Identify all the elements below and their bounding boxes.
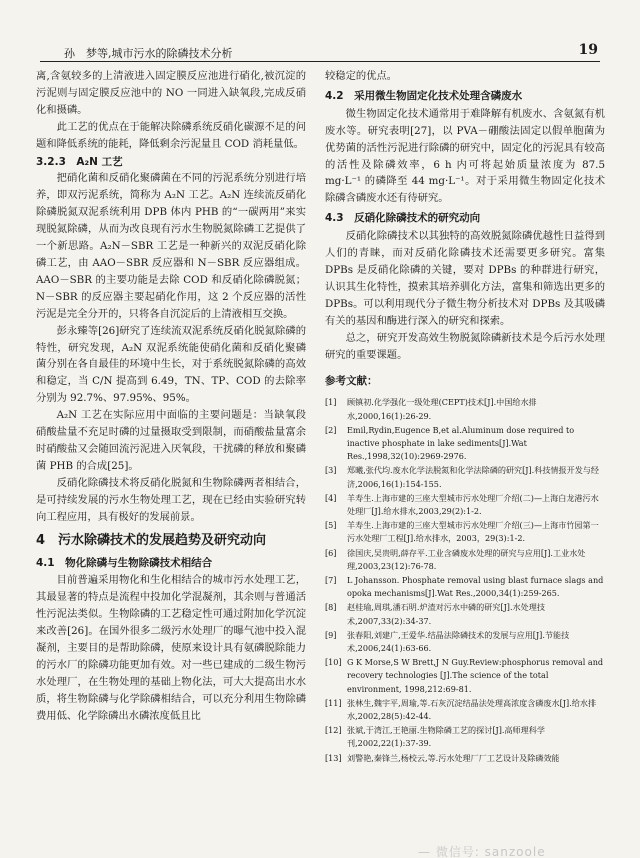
reference-item <box>325 519 605 545</box>
reference-item <box>325 656 605 696</box>
section-heading-4: 4 污水除磷技术的发展趋势及研究动向 <box>36 533 267 549</box>
reference-number: [1] <box>325 397 337 408</box>
reference-item <box>325 424 605 464</box>
paragraph: 微生物固定化技术通常用于难降解有机废水、含氨氮有机废水等。研究表明[27]，以 PVA－硼酸法固定以假单胞菌为优势菌的活性污泥进行除磷的研究中，固定化的污泥具有较高的活性及除磷效率，6 h 内可将起始质量浓度为 87.5 mg·L⁻¹ 的磷降至 44 mg·L⁻¹。对于采用微生物固定化技术除磷含磷废水还有待研究。 <box>325 107 605 205</box>
reference-item <box>325 547 605 573</box>
reference-item <box>325 752 605 765</box>
page-number: 19 <box>578 42 598 58</box>
reference-item <box>325 574 605 600</box>
watermark-text: — 微信号: sanzoole <box>418 845 546 858</box>
reference-text: 羊寿生.上海市建的三座大型城市污水处理厂介绍(二)—上海白龙港污水处理厂[J].给水排水,2003,29(2):1-2. <box>347 492 599 516</box>
reference-number: [10] <box>325 657 342 668</box>
running-header <box>40 40 600 62</box>
reference-number: [3] <box>325 465 337 476</box>
reference-text: 羊寿生.上海市建的三座大型城市污水处理厂介绍(三)—上海市竹园第一污水处理厂工程[J].给水排水，2003，29(3):1-2. <box>347 520 599 544</box>
reference-item <box>325 724 605 750</box>
paragraph: 离,含氨较多的上清液进入固定膜反应池进行硝化,被沉淀的污泥则与固定膜反应池中的 NO 一同进入缺氧段,完成反硝化和摄磷。 <box>36 70 306 116</box>
reference-item <box>325 492 605 518</box>
reference-item <box>325 697 605 723</box>
section-heading-4-2: 4.2 采用微生物固定化技术处理含磷废水 <box>325 89 523 102</box>
paragraph: 彭永臻等[26]研究了连续流双泥系统反硝化脱氮除磷的特性，研究发现，A₂N 双泥系统能使硝化菌和反硝化聚磷菌分别在各自最佳的环境中生长，对于系统脱氮除磷的高效和稳定，当 C/N 提高到 6.49，TN、TP、COD 的去除率分别为 92.7%、97.95%、95%。 <box>36 324 306 405</box>
reference-list <box>325 396 605 764</box>
reference-item <box>325 396 605 422</box>
reference-text: Emil,Rydin,Eugence B,et al.Aluminum dose required to inactive phosphate in lake sediments[J].Wat Res.,1998,32(10):2969-2976. <box>347 424 575 462</box>
paragraph: 反硝化除磷技术将反硝化脱氮和生物除磷两者相结合，是可持续发展的污水生物处理工艺，现在已经由实验研究转向工程应用，具有极好的发展前景。 <box>36 476 306 523</box>
paragraph: 此工艺的优点在于能解决除磷系统反硝化碳源不足的问题和降低系统的能耗，降低剩余污泥量且 COD 消耗量低。 <box>36 120 306 150</box>
references-heading: 参考文献： <box>325 375 378 388</box>
reference-item <box>325 601 605 627</box>
section-heading-3-2-3: 3.2.3 A₂N 工艺 <box>36 155 123 168</box>
reference-number: [11] <box>325 697 342 708</box>
header-author-title: 孙 梦等,城市污水的除磷技术分析 <box>64 47 233 60</box>
reference-item <box>325 629 605 655</box>
paragraph: 反硝化除磷技术以其独特的高效脱氮除磷优越性日益得到人们的青睐，而对反硝化除磷技术还需要更多研究。富集 DPBs 是反硝化除磷的关键，要对 DPBs 的种群进行研究，认识其生化特性，摸索其培养驯化方法，富集和筛选出更多的 DPBs。可以利用现代分子微生物分析技术对 DPBs 及其吸磷有关的基因和酶进行深入的研究和探索。 <box>325 230 605 327</box>
reference-number: [7] <box>325 574 337 585</box>
paragraph: 把硝化菌和反硝化聚磷菌在不同的污泥系统分别进行培养，即双污泥系统，简称为 A₂N 工艺。A₂N 连续流反硝化除磷脱氮双泥系统利用 DPB 体内 PHB 的“一碳两用”来实现脱氮除磷，从而为改良现有污水生物脱氮除磷工艺提供了一个新思路。A₂N－SBR 工艺是一种新兴的双泥反硝化除磷工艺，由 AAO－SBR 反应器和 N－SBR 反应器组成。AAO－SBR 的主要功能是去除 COD 和反硝化除磷脱氮；N－SBR 的反应器主要起硝化作用，这 2 个反应器的活性污泥是完全分开的，只将各自沉淀后的上清液相互交换。 <box>36 172 306 320</box>
section-heading-4-1: 4.1 物化除磷与生物除磷技术相结合 <box>36 557 213 570</box>
reference-number: [8] <box>325 602 337 613</box>
reference-number: [5] <box>325 520 337 531</box>
reference-number: [2] <box>325 424 337 435</box>
reference-number: [13] <box>325 752 342 763</box>
reference-text: 张春阳,刘建广,王爱华.结晶法除磷技术的发展与应用[J].节能技术,2006,24(1):63-66. <box>347 629 570 653</box>
paragraph: 较稳定的优点。 <box>325 70 398 82</box>
reference-text: 郑曦,张代均.废水化学法脱氮和化学法除磷的研究[J].科技情报开发与经济,2006,16(1):154-155. <box>347 465 599 489</box>
section-heading-4-3: 4.3 反硝化除磷技术的研究动向 <box>325 212 481 225</box>
reference-text: G K Morse,S W Brett,J N Guy.Review:phosphorus removal and recovery technologies [J].The science of the total environment, 1998,212:69-81. <box>347 657 604 694</box>
reference-text: 徐国庆,吴贵明,薛存平.工业含磷废水处理的研究与应用[J].工业水处理,2003,23(12):76-78. <box>347 547 586 571</box>
reference-text: 顾镇初.化学强化一级处理(CEPT)技术[J].中国给水排水,2000,16(1):26-29. <box>347 397 537 421</box>
left-column <box>36 68 306 854</box>
paragraph: 目前普遍采用物化和生化相结合的城市污水处理工艺，其最显著的特点是流程中投加化学混凝剂，其余则与普通活性污泥法类似。生物除磷的工艺稳定性可通过附加化学沉淀来改善[26]。在国外很多二级污水处理厂的曝气池中投入混凝剂，主要目的是帮助除磷，使原来设计具有氨磷脱除能力的污水厂的除磷功能更加有效。对一些已建成的二级生物污水处理厂，在生物处理的基础上物化法，可大大提高出水水质，将生物除磷与化学除磷相结合，可以充分利用生物除磷费用低、化学除磷出水磷浓度低且比 <box>36 574 306 722</box>
reference-text: 赵桂瑜,周琪,潘石明.炉渣对污水中磷的研究[J].水处理技术,2007,33(2):34-37. <box>347 602 545 626</box>
reference-item <box>325 464 605 490</box>
reference-number: [6] <box>325 547 337 558</box>
paragraph: A₂N 工艺在实际应用中面临的主要问题是：当缺氧段硝酸盐量不充足时磷的过量摄取受到限制，而硝酸盐量富余时硝酸盐又会随回流污泥进入厌氧段，干扰磷的释放和聚磷菌 PHB 的合成[25]。 <box>36 409 306 472</box>
reference-text: L Johansson. Phosphate removal using blast furnace slags and opoka mechanisms[J].Wat Res.,2000,34(1):259-265. <box>347 574 604 599</box>
reference-number: [12] <box>325 725 342 736</box>
right-column <box>325 68 605 854</box>
paragraph: 总之，研究开发高效生物脱氮除磷新技术是今后污水处理研究的重要课题。 <box>325 331 605 361</box>
reference-text: 张林生,魏宇平,周瑜,等.石灰沉淀结晶法处理高浓度含磷废水[J].给水排水,2002,28(5):42-44. <box>347 697 597 721</box>
reference-text: 张斌,于湾江,王艳丽.生物除磷工艺的探讨[J].高师理科学刊,2002,22(1):37-39. <box>347 725 545 749</box>
reference-text: 刘警艳,秦锋兰,杨校云,等.污水处理厂厂工艺设计及除磷效能 <box>347 752 560 763</box>
reference-number: [4] <box>325 492 337 503</box>
reference-number: [9] <box>325 629 337 640</box>
